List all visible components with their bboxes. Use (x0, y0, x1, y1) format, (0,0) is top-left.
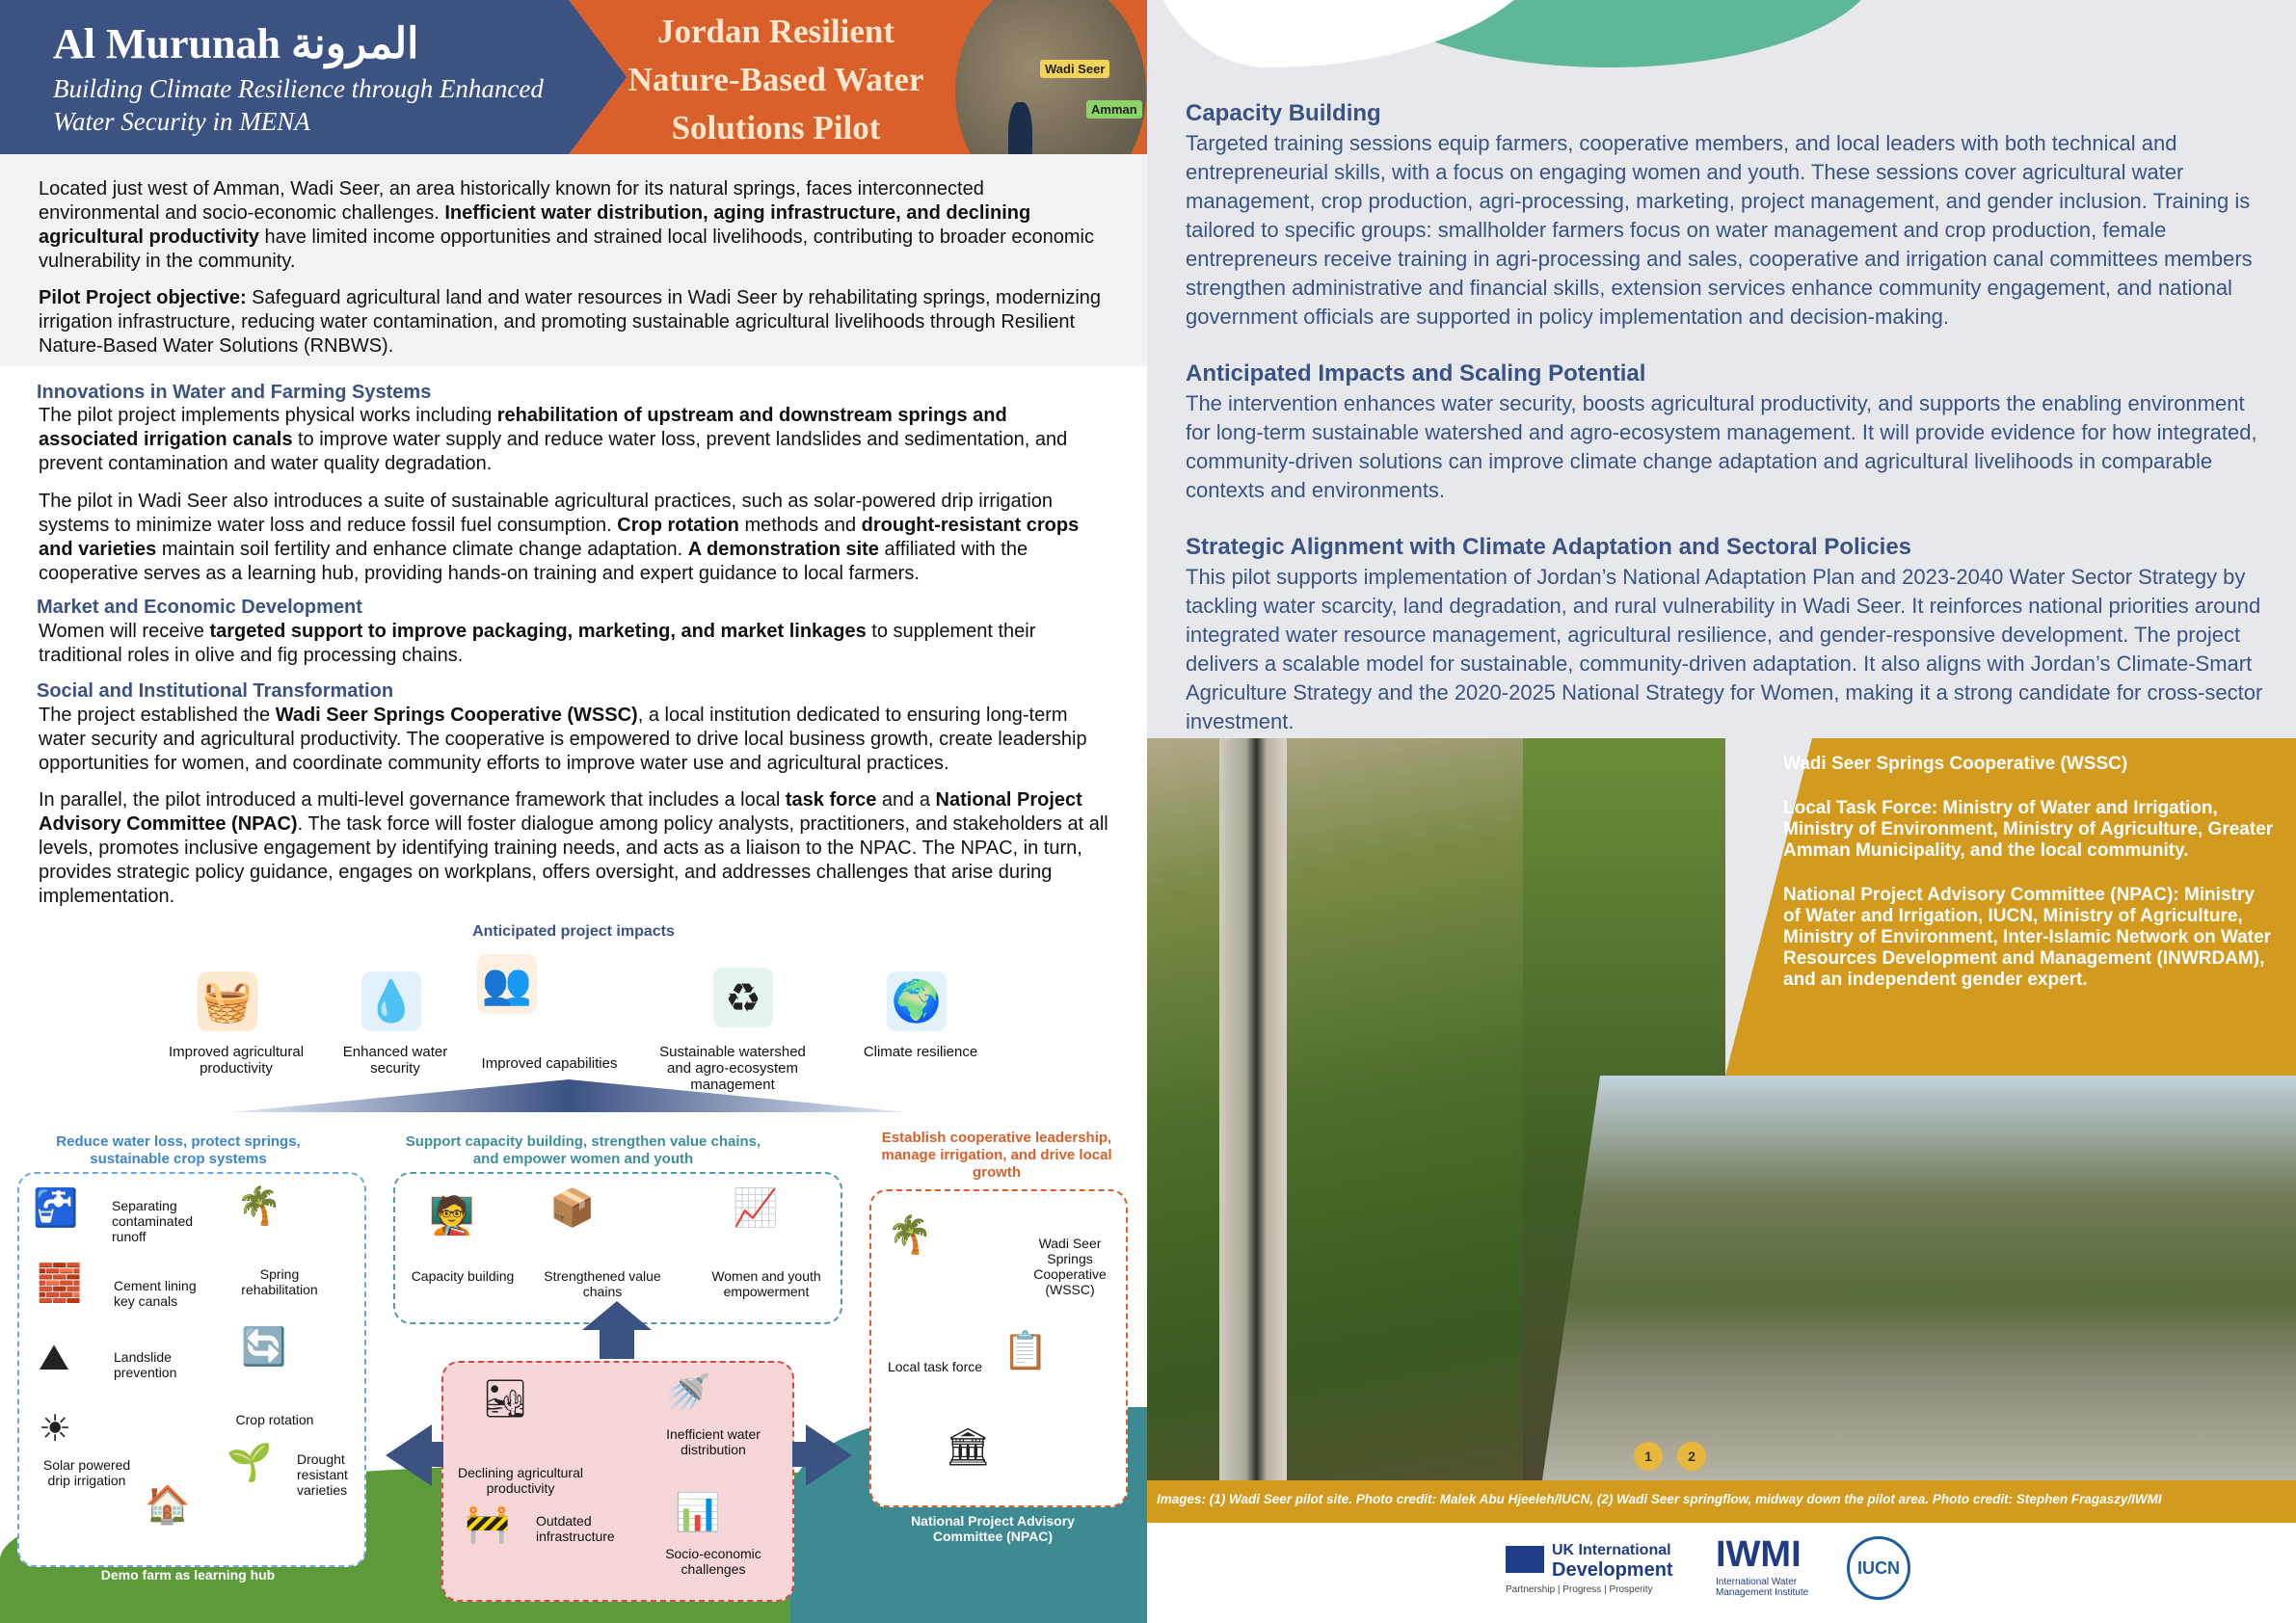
practice-label: Landslide prevention (114, 1349, 177, 1380)
innovations-heading: Innovations in Water and Farming Systems (37, 382, 432, 403)
uk-flag-icon (1506, 1546, 1544, 1573)
committee-icon: 🏛 (945, 1427, 992, 1468)
impacts-heading: Anticipated Impacts and Scaling Potential (1186, 360, 1646, 386)
capacity-icon: 🧑‍🏫 (429, 1196, 475, 1237)
practice-label: Solar powered drip irrigation (42, 1457, 131, 1488)
empowerment-icon: 📈 (733, 1188, 779, 1229)
photo-number-2: 2 (1677, 1442, 1706, 1471)
innovations-paragraph-1: The pilot project implements physical works including rehabilitation of upstream and downstream springs and associated irrigation canals to improve water supply and reduce water loss, prevent landslides and sedimentation, and prevent contamination and water quality degradation. (39, 405, 1068, 474)
impact-item: Sustainable watershed and agro-ecosystem management (659, 1044, 806, 1093)
practice-label: Cement lining key canals (114, 1278, 197, 1309)
photo-number-1: 1 (1634, 1442, 1663, 1471)
right-page (1147, 0, 2296, 1623)
solar-panel-icon: ☀ (39, 1409, 72, 1450)
demo-farm-label: Demo farm as learning hub (100, 1567, 276, 1583)
page-title: Al Murunah المرونة (53, 20, 419, 67)
bar-chart-icon: 📊 (675, 1493, 721, 1533)
pilot-title: Jordan Resilient Nature-Based Water Solutions Pilot (627, 13, 924, 146)
support-label: Strengthened value chains (544, 1268, 661, 1299)
task-force-text: Local Task Force: Ministry of Water and Irrigation, Ministry of Environment, Ministry of Agriculture, Greater Amman Municipality, and the local community. (1783, 798, 2274, 861)
task-force-icon: 📋 (1002, 1331, 1049, 1371)
landslide-icon: ⛰ (39, 1338, 69, 1378)
challenge-label: Inefficient water distribution (666, 1426, 761, 1457)
practice-label: Drought resistant varieties (297, 1451, 348, 1498)
recycle-water-icon: ♻ (713, 968, 773, 1027)
iwmi-logo: IWMI (1716, 1534, 1802, 1575)
group-right-heading: Establish cooperative leadership, manage irrigation, and drive local growth (881, 1130, 1112, 1181)
spring-icon: 🌴 (236, 1186, 282, 1227)
governance-label: Local task force (887, 1359, 983, 1374)
support-label: Capacity building (411, 1268, 515, 1284)
capacity-heading: Capacity Building (1186, 100, 1381, 126)
social-paragraph-1: The project established the Wadi Seer Springs Cooperative (WSSC), a local institution dedicated to ensuring long-term water security and agricultural productivity. The cooperative is empowered to drive local business growth, create leadership opportunities for women, and coordinate community efforts to improve water use and agricultural practices. (39, 705, 1087, 774)
governance-label: Wadi Seer Springs Cooperative (WSSC) (1033, 1236, 1107, 1297)
faucet-icon: 🚿 (665, 1373, 711, 1414)
globe-umbrella-icon: 🌍 (887, 971, 947, 1031)
value-chain-icon: 📦 (549, 1188, 596, 1229)
impact-item: Improved capabilities (481, 1055, 618, 1072)
canal-icon: 🧱 (37, 1264, 83, 1304)
page-subtitle: Building Climate Resilience through Enhanced Water Security in MENA (53, 74, 544, 136)
water-shield-icon: 💧 (361, 971, 421, 1031)
npac-text: National Project Advisory Committee (NPAC): Ministry of Water and Irrigation, IUCN, Ministry of Agriculture, Ministry of Environment, Inter-Islamic Network on Water Resources Development and Management (INWRDAM), and an independent gender expert. (1783, 885, 2272, 990)
training-icon: 👥 (477, 954, 537, 1014)
impacts-paragraph: The intervention enhances water security, boosts agricultural productivity, and supports the enabling environment for long-term sustainable watershed and agro-ecosystem management. It will provide evidence for how integrated, community-driven solutions can improve climate change adaptation and agricultural livelihoods in comparable contexts and environments. (1186, 391, 2257, 502)
pipe-icon: 🚰 (33, 1188, 79, 1229)
uk-logo-line2: Development (1552, 1559, 1673, 1581)
support-label: Women and youth empowerment (711, 1268, 821, 1299)
uk-logo-line1: UK International (1552, 1542, 1671, 1558)
impact-item: Climate resilience (863, 1044, 978, 1060)
challenge-label: Declining agricultural productivity (458, 1465, 583, 1496)
practice-label: Separating contaminated runoff (112, 1198, 194, 1244)
map-label-wadi-seer: Wadi Seer (1040, 60, 1109, 78)
challenge-label: Outdated infrastructure (536, 1513, 615, 1544)
challenge-label: Socio-economic challenges (665, 1546, 761, 1577)
market-paragraph: Women will receive targeted support to improve packaging, marketing, and market linkages to supplement their traditional roles in olive and fig processing chains. (39, 621, 1036, 666)
innovations-paragraph-2: The pilot in Wadi Seer also introduces a suite of sustainable agricultural practices, such as solar-powered drip irrigation systems to minimize water loss and reduce fossil fuel consumption. Crop rotation methods and drought-resistant crops and varieties maintain soil fertility and enhance climate change adaptation. A demonstration site affiliated with the cooperative serves as a learning hub, providing hands-on training and expert guidance to local farmers. (39, 491, 1080, 584)
social-heading: Social and Institutional Transformation (37, 680, 394, 702)
crop-rotation-icon: 🔄 (241, 1327, 287, 1368)
social-paragraph-2: In parallel, the pilot introduced a multi-level governance framework that includes a local task force and a National Project Advisory Committee (NPAC). The task force will foster dialogue among policy analysts, practitioners, and stakeholders at all levels, promotes inclusive engagement by identifying training needs, and acts as a liaison to the NPAC. The NPAC, in turn, provides strategic policy guidance, engages on workplans, offers oversight, and addresses challenges that arise during implementation. (39, 789, 1108, 907)
farmhouse-icon: 🏠 (145, 1485, 191, 1526)
strategy-heading: Strategic Alignment with Climate Adaptation and Sectoral Policies (1186, 534, 1912, 560)
dry-land-icon: 🏜 (482, 1379, 529, 1420)
governance-title: Wadi Seer Springs Cooperative (WSSC) (1783, 754, 2128, 774)
uk-logo-tagline: Partnership | Progress | Prosperity (1506, 1584, 1653, 1595)
drought-plant-icon: 🌱 (227, 1443, 273, 1483)
map-label-amman: Amman (1086, 100, 1142, 119)
impact-item: Enhanced water security (342, 1044, 448, 1077)
intro-paragraph: Located just west of Amman, Wadi Seer, an area historically known for its natural springs, faces interconnected environmental and socio-economic challenges. Inefficient water distribution, aging infrastructure, and declining agricultural productivity have limited income opportunities and strained local livelihoods, contributing to broader economic vulnerability in the community. (39, 178, 1094, 272)
practice-label: Crop rotation (235, 1412, 314, 1427)
strategy-paragraph: This pilot supports implementation of Jordan’s National Adaptation Plan and 2023-2040 Water Sector Strategy by tackling water scarcity, land degradation, and rural vulnerability in Wadi Seer. It reinforces national priorities around integrated water resource management, agricultural resilience, and gender-responsive development. The project delivers a scalable model for sustainable, community-driven adaptation. It also aligns with Jordan’s Climate-Smart Agriculture Strategy and the 2020-2025 National Strategy for Women, making it a strong candidate for cross-sector investment. (1186, 565, 2263, 733)
practice-label: Spring rehabilitation (241, 1266, 318, 1297)
governance-label: National Project Advisory Committee (NPAC) (911, 1513, 1075, 1544)
cooperative-icon: 🌴 (887, 1215, 933, 1256)
left-page (0, 0, 1147, 1623)
capacity-paragraph: Targeted training sessions equip farmers, cooperative members, and local leaders with both technical and entrepreneurial skills, with a focus on engaging women and youth. These sessions cover agricultural water management, crop production, agri-processing, marketing, project management, and gender inclusion. Training is tailored to specific groups: smallholder farmers focus on water management and crop production, female entrepreneurs receive training in agri-processing and sales, cooperative and irrigation canal committees members strengthen administrative and financial skills, extension services enhance community engagement, and national government officials are supported in policy implementation and decision-making. (1186, 131, 2253, 329)
impacts-title: Anticipated project impacts (472, 923, 675, 940)
group-left-heading: Reduce water loss, protect springs, sustainable crop systems (56, 1133, 301, 1167)
iwmi-logo-subtitle: International Water Management Institute (1716, 1577, 1809, 1598)
barrier-icon: 🚧 (465, 1504, 511, 1545)
canal-shape (1219, 738, 1287, 1480)
iucn-logo: IUCN (1847, 1536, 1910, 1600)
group-middle-heading: Support capacity building, strengthen value chains, and empower women and youth (405, 1133, 761, 1167)
market-heading: Market and Economic Development (37, 597, 362, 618)
photo-pilot-site (1147, 738, 1523, 1480)
photo-caption: Images: (1) Wadi Seer pilot site. Photo credit: Malek Abu Hjeeleh/IUCN, (2) Wadi Seer springflow, midway down the pilot area. Photo credit: Stephen Fragaszy/IWMI (1157, 1492, 2162, 1506)
impact-item: Improved agricultural productivity (168, 1044, 305, 1077)
objective-paragraph: Pilot Project objective: Safeguard agricultural land and water resources in Wadi Seer by rehabilitating springs, modernizing irrigation infrastructure, reducing water contamination, and promoting sustainable agricultural livelihoods through Resilient Nature-Based Water Solutions (RNBWS). (39, 287, 1102, 357)
crate-icon: 🧺 (198, 971, 257, 1031)
photo-springflow (1542, 1076, 2296, 1480)
